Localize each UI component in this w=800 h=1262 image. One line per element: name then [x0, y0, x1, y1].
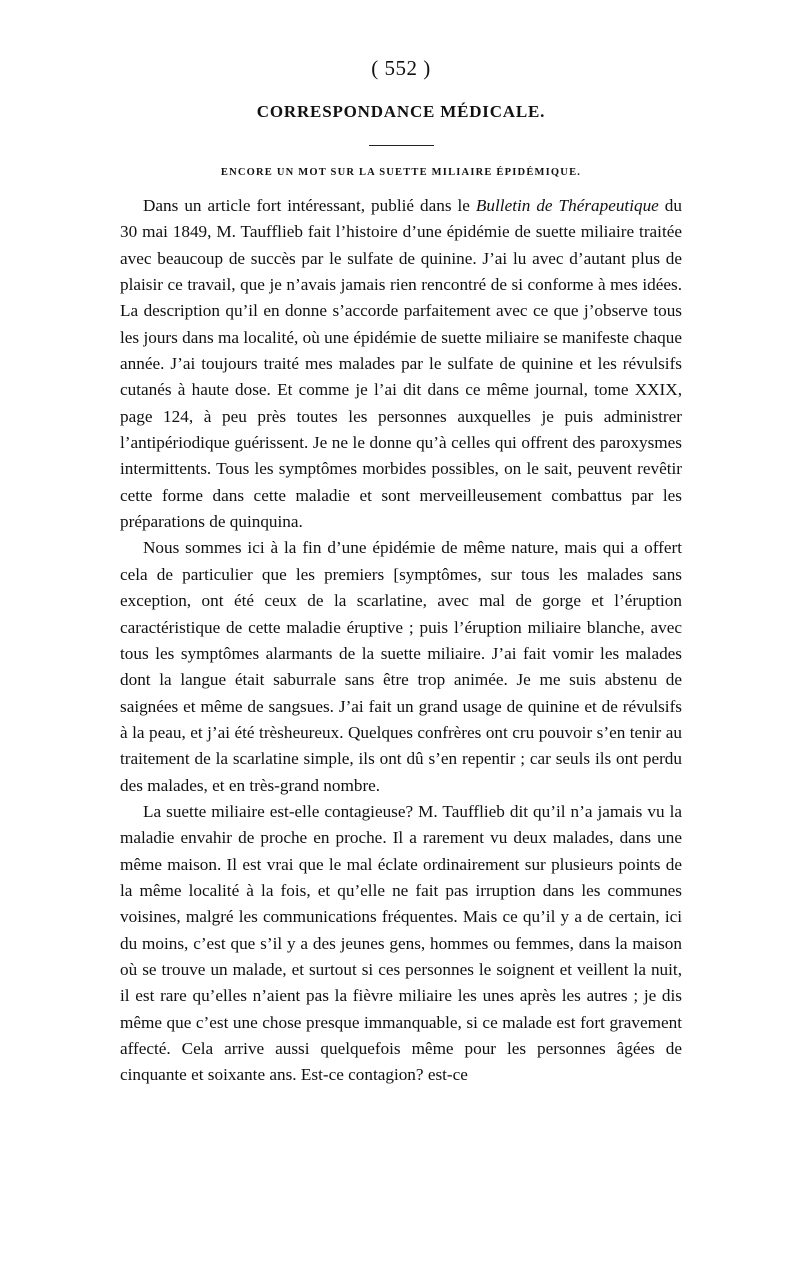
section-title: CORRESPONDANCE MÉDICALE. [256, 102, 546, 121]
paragraph-1-body: du 30 mai 1849, M. Taufflieb fait l’histoire d’une épidémie de suette miliaire traitée avec beaucoup de succès par le sulfate de quinine. J’ai lu avec d’autant plus de plaisir ce travail, que je n’avais jamais rien rencontré de si conforme à mes idées. La description qu’il en donne s’accorde parfaitement avec ce que j’observe tous les jours dans ma localité, où une épidémie de suette miliaire se manifeste chaque année. J’ai toujours traité mes malades par le sulfate de quinine et les révulsifs cutanés à haute dose. Et comme je l’ai dit dans ce même journal, tome XXIX, page 124, à peu près toutes les personnes auxquelles je puis administrer l’antipériodique guérissent. Je ne le donne qu’à celles qui offrent des paroxysmes intermittents. Tous les symptômes morbides possibles, on le sait, peuvent revêtir cette forme dans cette maladie et sont merveilleusement combattus par les préparations de quinquina. [120, 196, 682, 532]
paragraph-2: Nous sommes ici à la fin d’une épidémie de même nature, mais qui a offert cela de particulier que les premiers [symptômes, sur tous les malades sans exception, ont été ceux de la scarlatine, avec mal de gorge et l’éruption caractéristique de cette maladie éruptive ; puis l’éruption miliaire blanche, avec tous les symptômes alarmants de la suette miliaire. J’ai fait vomir les malades dont la langue était saburrale sans être trop animée. Je me suis abstenu de saignées et même de sangsues. J’ai fait un grand usage de quinine et de révulsifs à la peau, et j’ai été trèsheureux. Quelques confrères ont cru pouvoir s’en tenir au traitement de la scarlatine simple, ils ont dû s’en repentir ; car seuls ils ont perdu des malades, et en très-grand nombre. [120, 538, 682, 795]
title-divider [369, 145, 434, 146]
paragraph-3: La suette miliaire est-elle contagieuse? M. Taufflieb dit qu’il n’a jamais vu la maladie envahir de proche en proche. Il a rarement vu deux malades, dans une même maison. Il est vrai que le mal éclate ordinairement sur plusieurs points de la même localité à la fois, et qu’elle ne fait pas irruption dans les communes voisines, malgré les communications fréquentes. Mais ce qu’il y a de certain, ici du moins, c’est que s’il y a des jeunes gens, hommes ou femmes, dans la maison où se trouve un malade, et surtout si ces personnes le soignent et veillent la nuit, il est rare qu’elles n’aient pas la fièvre miliaire les unes après les autres ; je dis même que c’est une chose presque immanquable, si ce malade est fort gravement affecté. Cela arrive aussi quelquefois même pour les personnes âgées de cinquante et soixante ans. Est-ce contagion? est-ce [120, 801, 682, 1085]
paragraph-1 [120, 193, 682, 535]
paragraph-1-intro: Dans un article fort intéressant, publié dans le [143, 196, 476, 215]
journal-title: Bulletin de Thérapeutique [475, 196, 659, 215]
page [120, 55, 682, 1089]
page-number: ( 552 ) [371, 56, 431, 80]
article-subtitle: ENCORE UN MOT SUR LA SUETTE MILIAIRE ÉPIDÉMIQUE. [220, 167, 582, 178]
